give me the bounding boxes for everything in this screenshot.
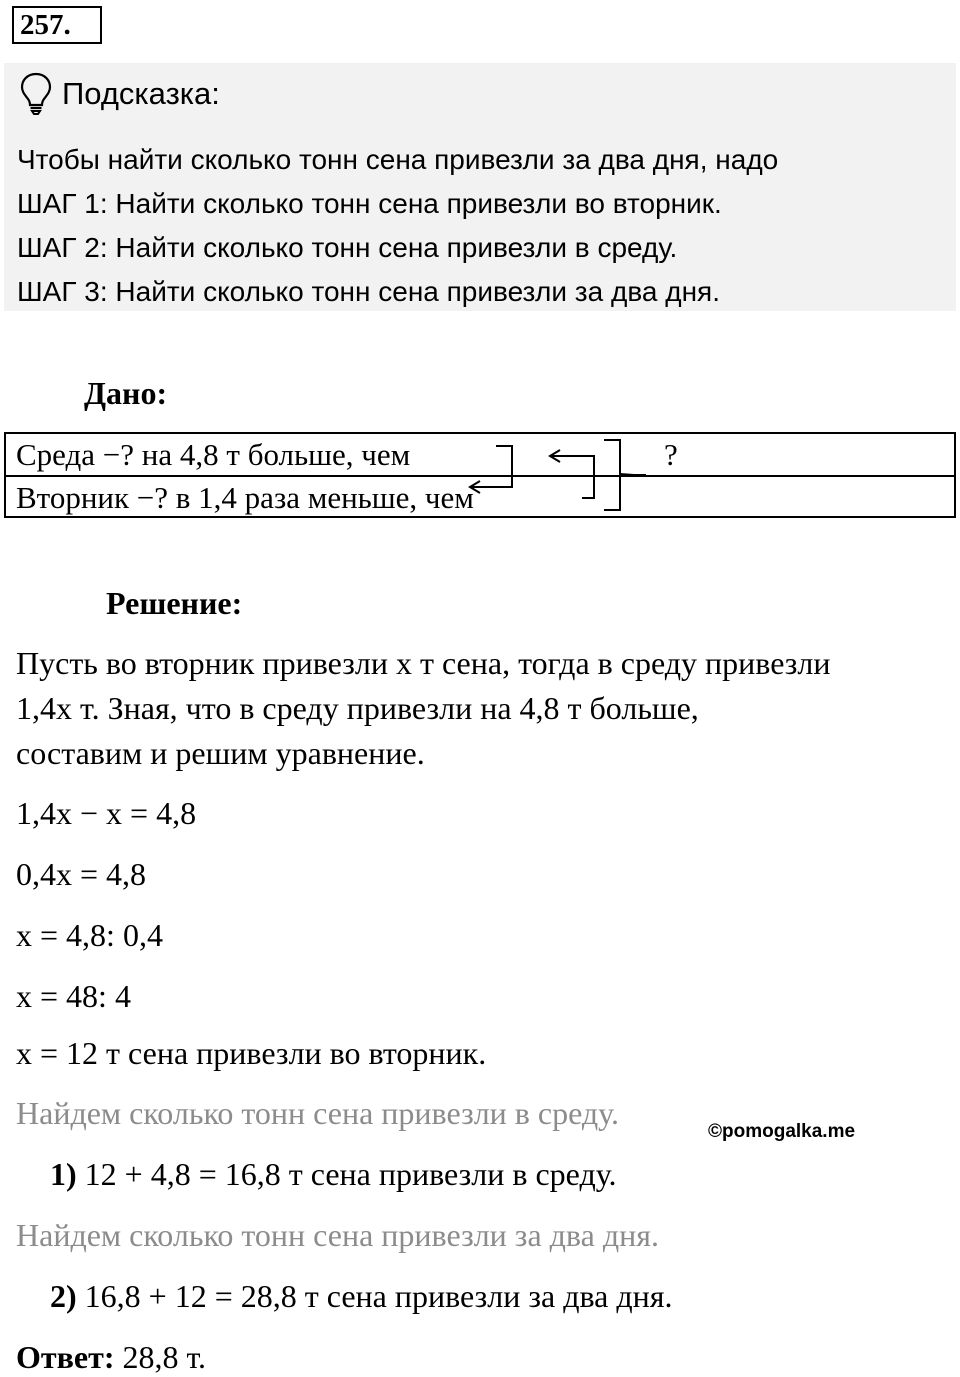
equation-line: x = 48: 4 (16, 978, 131, 1014)
answer-value: 28,8 т. (114, 1339, 207, 1375)
solution-paragraph-line: 1,4x т. Зная, что в среду привезли на 4,8 т больше, (16, 690, 699, 726)
equation-line: x = 12 т сена привезли во вторник. (16, 1035, 487, 1071)
lightbulb-icon (18, 71, 54, 115)
hint-step-label: ШАГ 3: (17, 276, 108, 307)
given-row-tuesday: Вторник −? в 1,4 раза меньше, чем (16, 480, 474, 515)
relation-arrows (6, 434, 958, 520)
equation-line: x = 4,8: 0,4 (16, 917, 163, 953)
solution-paragraph-line: составим и решим уравнение. (16, 735, 425, 771)
answer-label: Ответ: (16, 1339, 115, 1375)
step-number: 2) (50, 1278, 77, 1314)
hint-step-3 (17, 275, 720, 309)
given-question: ? (664, 437, 678, 472)
step-text: 12 + 4,8 = 16,8 т сена привезли в среду. (76, 1156, 617, 1192)
given-row-wednesday: Среда −? на 4,8 т больше, чем (16, 437, 411, 472)
step1-intro: Найдем сколько тонн сена привезли в среду. (16, 1095, 619, 1131)
hint-step-text: Найти сколько тонн сена привезли во вторник. (107, 188, 722, 219)
hint-step-1 (17, 187, 722, 221)
hint-box (4, 63, 956, 311)
equation-line: 1,4x − x = 4,8 (16, 795, 197, 831)
hint-step-label: ШАГ 1: (17, 188, 108, 219)
step-text: 16,8 + 12 = 28,8 т сена привезли за два дня. (76, 1278, 673, 1314)
hint-step-text: Найти сколько тонн сена привезли за два дня. (107, 276, 720, 307)
hint-title: Подсказка: (62, 76, 220, 111)
answer-line (16, 1338, 206, 1376)
hint-step-label: ШАГ 2: (17, 232, 108, 263)
step2-intro: Найдем сколько тонн сена привезли за два дня. (16, 1217, 659, 1253)
given-table (4, 432, 956, 518)
step-number: 1) (50, 1156, 77, 1192)
watermark: ©pomogalka.me (708, 1121, 856, 1142)
given-title: Дано: (84, 375, 168, 411)
hint-step-text: Найти сколько тонн сена привезли в среду. (107, 232, 678, 263)
solution-paragraph-line: Пусть во вторник привезли x т сена, тогда в среду привезли (16, 645, 831, 681)
hint-intro: Чтобы найти сколько тонн сена привезли за два дня, надо (17, 144, 779, 175)
task-number: 257. (12, 6, 102, 44)
step1-calculation (50, 1155, 617, 1193)
equation-line: 0,4x = 4,8 (16, 856, 147, 892)
hint-step-2 (17, 231, 677, 265)
solution-title: Решение: (106, 585, 243, 621)
step2-calculation (50, 1277, 673, 1315)
